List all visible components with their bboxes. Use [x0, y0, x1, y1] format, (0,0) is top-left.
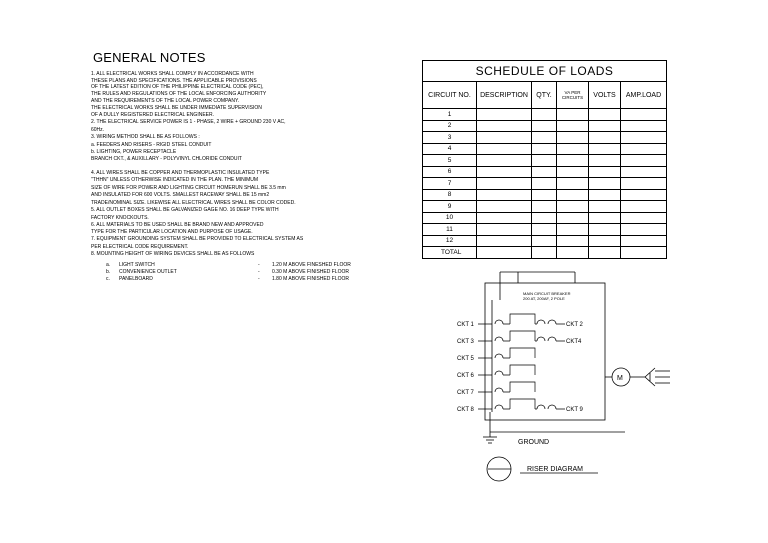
mounting-item: LIGHT SWITCH [119, 262, 155, 268]
note-line: AND THE REQUIREMENTS OF THE LOCAL POWER COMPANY. [91, 98, 240, 104]
riser-diagram-label: RISER DIAGRAM [527, 466, 584, 473]
col-volts: VOLTS [589, 82, 621, 109]
note-line: 3. WIRING METHOD SHALL BE AS FOLLOWS : [91, 134, 200, 140]
left-circuit-line [478, 314, 535, 324]
circuit-number: 11 [423, 224, 477, 236]
left-circuit-line [478, 331, 535, 341]
note-line: PER ELECTRICAL CODE REQUIREMENT. [91, 244, 189, 250]
mounting-letter: b. [106, 269, 111, 275]
note-line: 5. ALL OUTLET BOXES SHALL BE GALVANIZED GAGE NO. 16 DEEP TYPE WITH [91, 207, 279, 213]
circuit-number: 4 [423, 143, 477, 155]
note-line: TYPE FOR THE PARTICULAR LOCATION AND PURPOSE OF USAGE. [91, 229, 253, 235]
note-line: "THHN" UNLESS OTHERWISE INDICATED IN THE PLAN. THE MINIMUM [91, 177, 259, 183]
note-line: a. FEEDERS AND RISERS - RIGID STEEL CONDUIT [91, 142, 212, 148]
right-circuit-label: CKT 9 [566, 407, 583, 413]
left-circuit-label: CKT 1 [457, 322, 474, 328]
note-line: AND INSULATED FOR 600 VOLTS. SMALLEST RACEWAY SHALL BE 15 mm2 [91, 192, 270, 198]
note-line: 2. THE ELECTRICAL SERVICE POWER IS 1 - PHASE, 2 WIRE + GROUND 230 V AC, [91, 119, 286, 125]
note-line: 60Hz. [91, 127, 105, 133]
right-circuit-label: CKT4 [566, 339, 582, 345]
mounting-dash: - [258, 276, 260, 282]
mounting-dash: - [258, 262, 260, 268]
mounting-value: 1.80 M ABOVE FINISHED FLOOR [272, 276, 349, 282]
ground-label: GROUND [518, 439, 550, 446]
note-line: 1. ALL ELECTRICAL WORKS SHALL COMPLY IN ACCORDANCE WITH [91, 71, 254, 77]
general-notes-title: GENERAL NOTES [93, 50, 206, 65]
mounting-value: 1.20 M ABOVE FINESHED FLOOR [272, 262, 351, 268]
note-line: 6. ALL MATERIALS TO BE USED SHALL BE BRAND NEW AND APPROVED [91, 222, 264, 228]
left-circuit-label: CKT 5 [457, 356, 474, 362]
left-circuit-label: CKT 8 [457, 407, 474, 413]
left-circuit-label: CKT 6 [457, 373, 474, 379]
col-amp-load: AMP.LOAD [621, 82, 667, 109]
mounting-value: 0.30 M ABOVE FINISHED FLOOR [272, 269, 349, 275]
note-line: 7. EQUIPMENT GROUNDING SYSTEM SHALL BE PROVIDED TO ELECTRICAL SYSTEM AS [91, 236, 304, 242]
right-circuit-label: CKT 2 [566, 322, 583, 328]
note-line: OF THE LATEST EDITION OF THE PHILIPPINE ELECTRICAL CODE (PEC), [91, 84, 264, 90]
note-line: THE ELECTRICAL WORKS SHALL BE UNDER IMMEDIATE SUPERVISION [91, 105, 262, 111]
left-circuit-line [478, 382, 535, 392]
left-circuit-label: CKT 7 [457, 390, 474, 396]
circuit-number: 7 [423, 178, 477, 190]
right-circuit-line [535, 320, 565, 324]
circuit-number: 12 [423, 235, 477, 247]
mounting-letter: c. [106, 276, 110, 282]
note-line: SIZE OF WIRE FOR POWER AND LIGHTING CIRCUIT HOMERUN SHALL BE 3.5 mm [91, 185, 286, 191]
mounting-item: PANELBOARD [119, 276, 153, 282]
left-circuit-label: CKT 3 [457, 339, 474, 345]
motor-label: M [617, 375, 623, 382]
col-circuit-no: CIRCUIT NO. [423, 82, 477, 109]
mounting-item: CONVENIENCE OUTLET [119, 269, 177, 275]
circuit-number: 6 [423, 166, 477, 178]
note-line: THESE PLANS AND SPECIFICATIONS. THE APPLICABLE PROVISIONS [91, 78, 257, 84]
left-circuit-line [478, 399, 535, 409]
right-circuit-line [535, 337, 565, 341]
note-line: TRADE/NOMINAL SIZE. LIKEWISE ALL ELECTRICAL WIRES SHALL BE COLOR CODED. [91, 200, 296, 206]
circuit-number: 1 [423, 109, 477, 121]
mounting-dash: - [258, 269, 260, 275]
circuit-number: 5 [423, 155, 477, 167]
col-va-per-circuits: VA PER CIRCUITS [557, 82, 589, 109]
note-line: 8. MOUNTING HEIGHT OF WIRING DEVICES SHALL BE AS FOLLOWS [91, 251, 255, 257]
circuit-number: 8 [423, 189, 477, 201]
col-description: DESCRIPTION [477, 82, 532, 109]
mounting-letter: a. [106, 262, 111, 268]
note-line: BRANCH CKT., & AUXILLARY - POLYVINYL CHLORIDE CONDUIT [91, 156, 242, 162]
note-line: OF A DULLY REGISTERED ELECTRICAL ENGINEER. [91, 112, 214, 118]
circuit-number: 9 [423, 201, 477, 213]
note-line: FACTORY KNOCKOUTS. [91, 215, 149, 221]
right-circuit-line [535, 405, 565, 409]
left-circuit-line [478, 348, 535, 358]
total-label: TOTAL [423, 247, 477, 259]
left-circuit-line [478, 365, 535, 375]
breaker-label-2: 200 AT, 200AF, 2 POLE [523, 296, 565, 301]
schedule-title: SCHEDULE OF LOADS [423, 61, 667, 82]
breaker-label-1: MAIN CIRCUIT BREAKER [523, 291, 571, 296]
note-line: 4. ALL WIRES SHALL BE COPPER AND THERMOPLASTIC INSULATED TYPE [91, 170, 270, 176]
note-line: b. LIGHTING, POWER RECEPTACLE [91, 149, 177, 155]
note-line: THE RULES AND REGULATIONS OF THE LOCAL ENFORCING AUTHORITY [91, 91, 267, 97]
circuit-number: 2 [423, 120, 477, 132]
circuit-number: 10 [423, 212, 477, 224]
circuit-number: 3 [423, 132, 477, 144]
col-qty: QTY. [532, 82, 557, 109]
panel-box [485, 283, 605, 420]
